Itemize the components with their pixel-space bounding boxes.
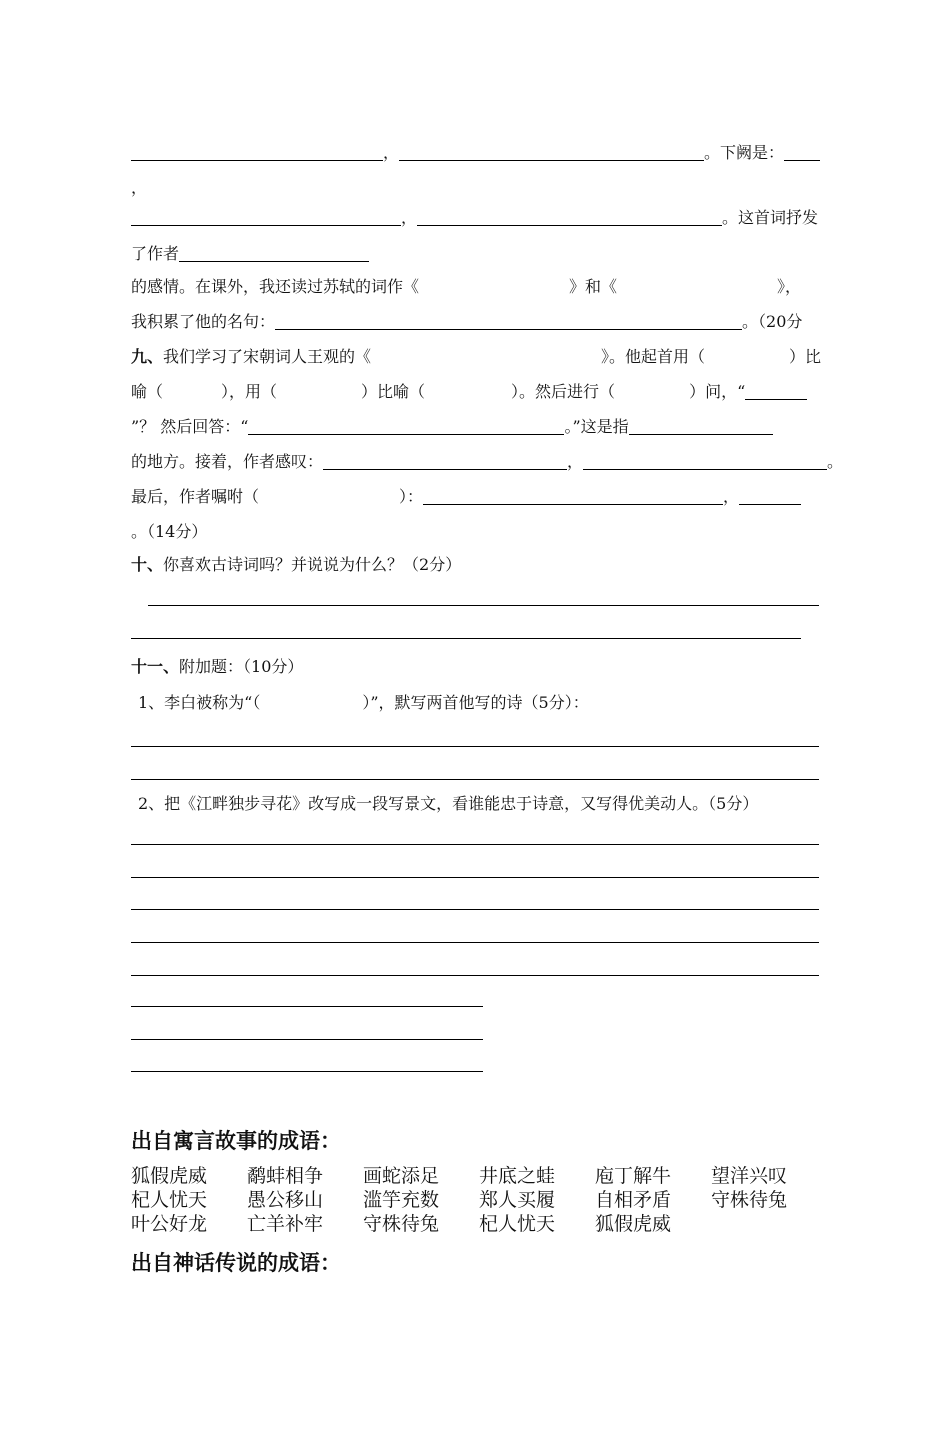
answer-blank[interactable] xyxy=(745,381,807,400)
q11-sub-2: 2、把《江畔独步寻花》改写成一段写景文，看谁能忠于诗意，又写得优美动人。（5分） xyxy=(138,794,759,813)
answer-blank[interactable] xyxy=(784,142,820,161)
q9-line-2: 喻（ ），用（ ）比喻（ ）。然后进行（ ）问，“ xyxy=(131,380,831,404)
idiom: 井底之蛙 xyxy=(479,1165,556,1187)
q9-line-1: 九、我们学习了宋朝词人王观的《 》。他起首用（ ）比 xyxy=(131,347,822,366)
q9-line-3: ”？ 然后回答：“ 。”这是指 xyxy=(131,415,831,439)
answer-blank[interactable] xyxy=(179,243,369,262)
q8-line-4: 了作者 xyxy=(131,242,831,266)
q9-line-6: 。（14分） xyxy=(131,522,208,541)
answer-blank[interactable] xyxy=(417,207,722,226)
q10-line: 十、你喜欢古诗词吗？并说说为什么？（2分） xyxy=(131,555,462,574)
idiom-row xyxy=(131,1164,827,1188)
answer-line[interactable] xyxy=(131,942,819,943)
answer-line[interactable] xyxy=(131,1039,483,1040)
q11-line: 十一、附加题：（10分） xyxy=(131,657,304,676)
q11-sub-1: 1、李白被称为“（ ）”，默写两首他写的诗（5分）： xyxy=(138,693,589,712)
idiom: 守株待兔 xyxy=(363,1213,440,1235)
question-number: 十一、 xyxy=(131,657,180,676)
idiom: 鹬蚌相争 xyxy=(247,1165,324,1187)
q9-line-4: 的地方。接着，作者感叹： ， 。 xyxy=(131,452,844,471)
idiom: 画蛇添足 xyxy=(363,1165,440,1187)
answer-blank[interactable] xyxy=(399,142,704,161)
answer-blank[interactable] xyxy=(629,416,773,435)
idiom: 望洋兴叹 xyxy=(711,1165,788,1187)
answer-blank[interactable] xyxy=(131,207,401,226)
myth-idioms-heading: 出自神话传说的成语： xyxy=(131,1250,341,1275)
q8-line-5: 的感情。在课外，我还读过苏轼的词作《 》和《 》， xyxy=(131,277,802,296)
fable-idioms-list xyxy=(131,1164,827,1236)
q8-line-2: ， xyxy=(131,178,148,197)
answer-blank[interactable] xyxy=(248,416,564,435)
answer-line[interactable] xyxy=(131,779,819,780)
idiom: 自相矛盾 xyxy=(595,1189,672,1211)
idiom-row xyxy=(131,1188,827,1212)
answer-line[interactable] xyxy=(131,1006,483,1007)
idiom-row xyxy=(131,1212,827,1236)
idiom: 郑人买履 xyxy=(479,1189,556,1211)
answer-line[interactable] xyxy=(148,605,819,606)
question-number: 十、 xyxy=(131,555,164,574)
answer-line[interactable] xyxy=(131,844,819,845)
idiom: 滥竽充数 xyxy=(363,1189,440,1211)
answer-line[interactable] xyxy=(131,909,819,910)
answer-line[interactable] xyxy=(131,877,819,878)
idiom: 狐假虎威 xyxy=(131,1165,208,1187)
answer-line[interactable] xyxy=(131,975,819,976)
answer-blank[interactable] xyxy=(739,486,801,505)
idiom: 庖丁解牛 xyxy=(595,1165,672,1187)
q8-line-6: 我积累了他的名句： 。（20分 xyxy=(131,312,803,331)
fable-idioms-heading: 出自寓言故事的成语： xyxy=(131,1128,341,1153)
q8-line-3: ， 。这首词抒发 xyxy=(131,206,831,230)
idiom: 杞人忧天 xyxy=(479,1213,556,1235)
idiom: 叶公好龙 xyxy=(131,1213,208,1235)
answer-blank[interactable] xyxy=(583,451,827,470)
answer-blank[interactable] xyxy=(275,311,742,330)
answer-blank[interactable] xyxy=(131,142,383,161)
idiom: 狐假虎威 xyxy=(595,1213,672,1235)
idiom: 愚公移山 xyxy=(247,1189,324,1211)
question-number: 九、 xyxy=(131,347,164,366)
q8-line-1: ， 。下阙是： xyxy=(131,141,831,165)
idiom: 亡羊补牢 xyxy=(247,1213,324,1235)
idiom: 杞人忧天 xyxy=(131,1189,208,1211)
answer-blank[interactable] xyxy=(323,451,567,470)
answer-line[interactable] xyxy=(131,746,819,747)
q9-line-5: 最后，作者嘱咐（ ）： ， xyxy=(131,485,831,509)
answer-line[interactable] xyxy=(131,1071,483,1072)
answer-line[interactable] xyxy=(131,638,801,639)
idiom: 守株待兔 xyxy=(711,1189,788,1211)
answer-blank[interactable] xyxy=(423,486,723,505)
